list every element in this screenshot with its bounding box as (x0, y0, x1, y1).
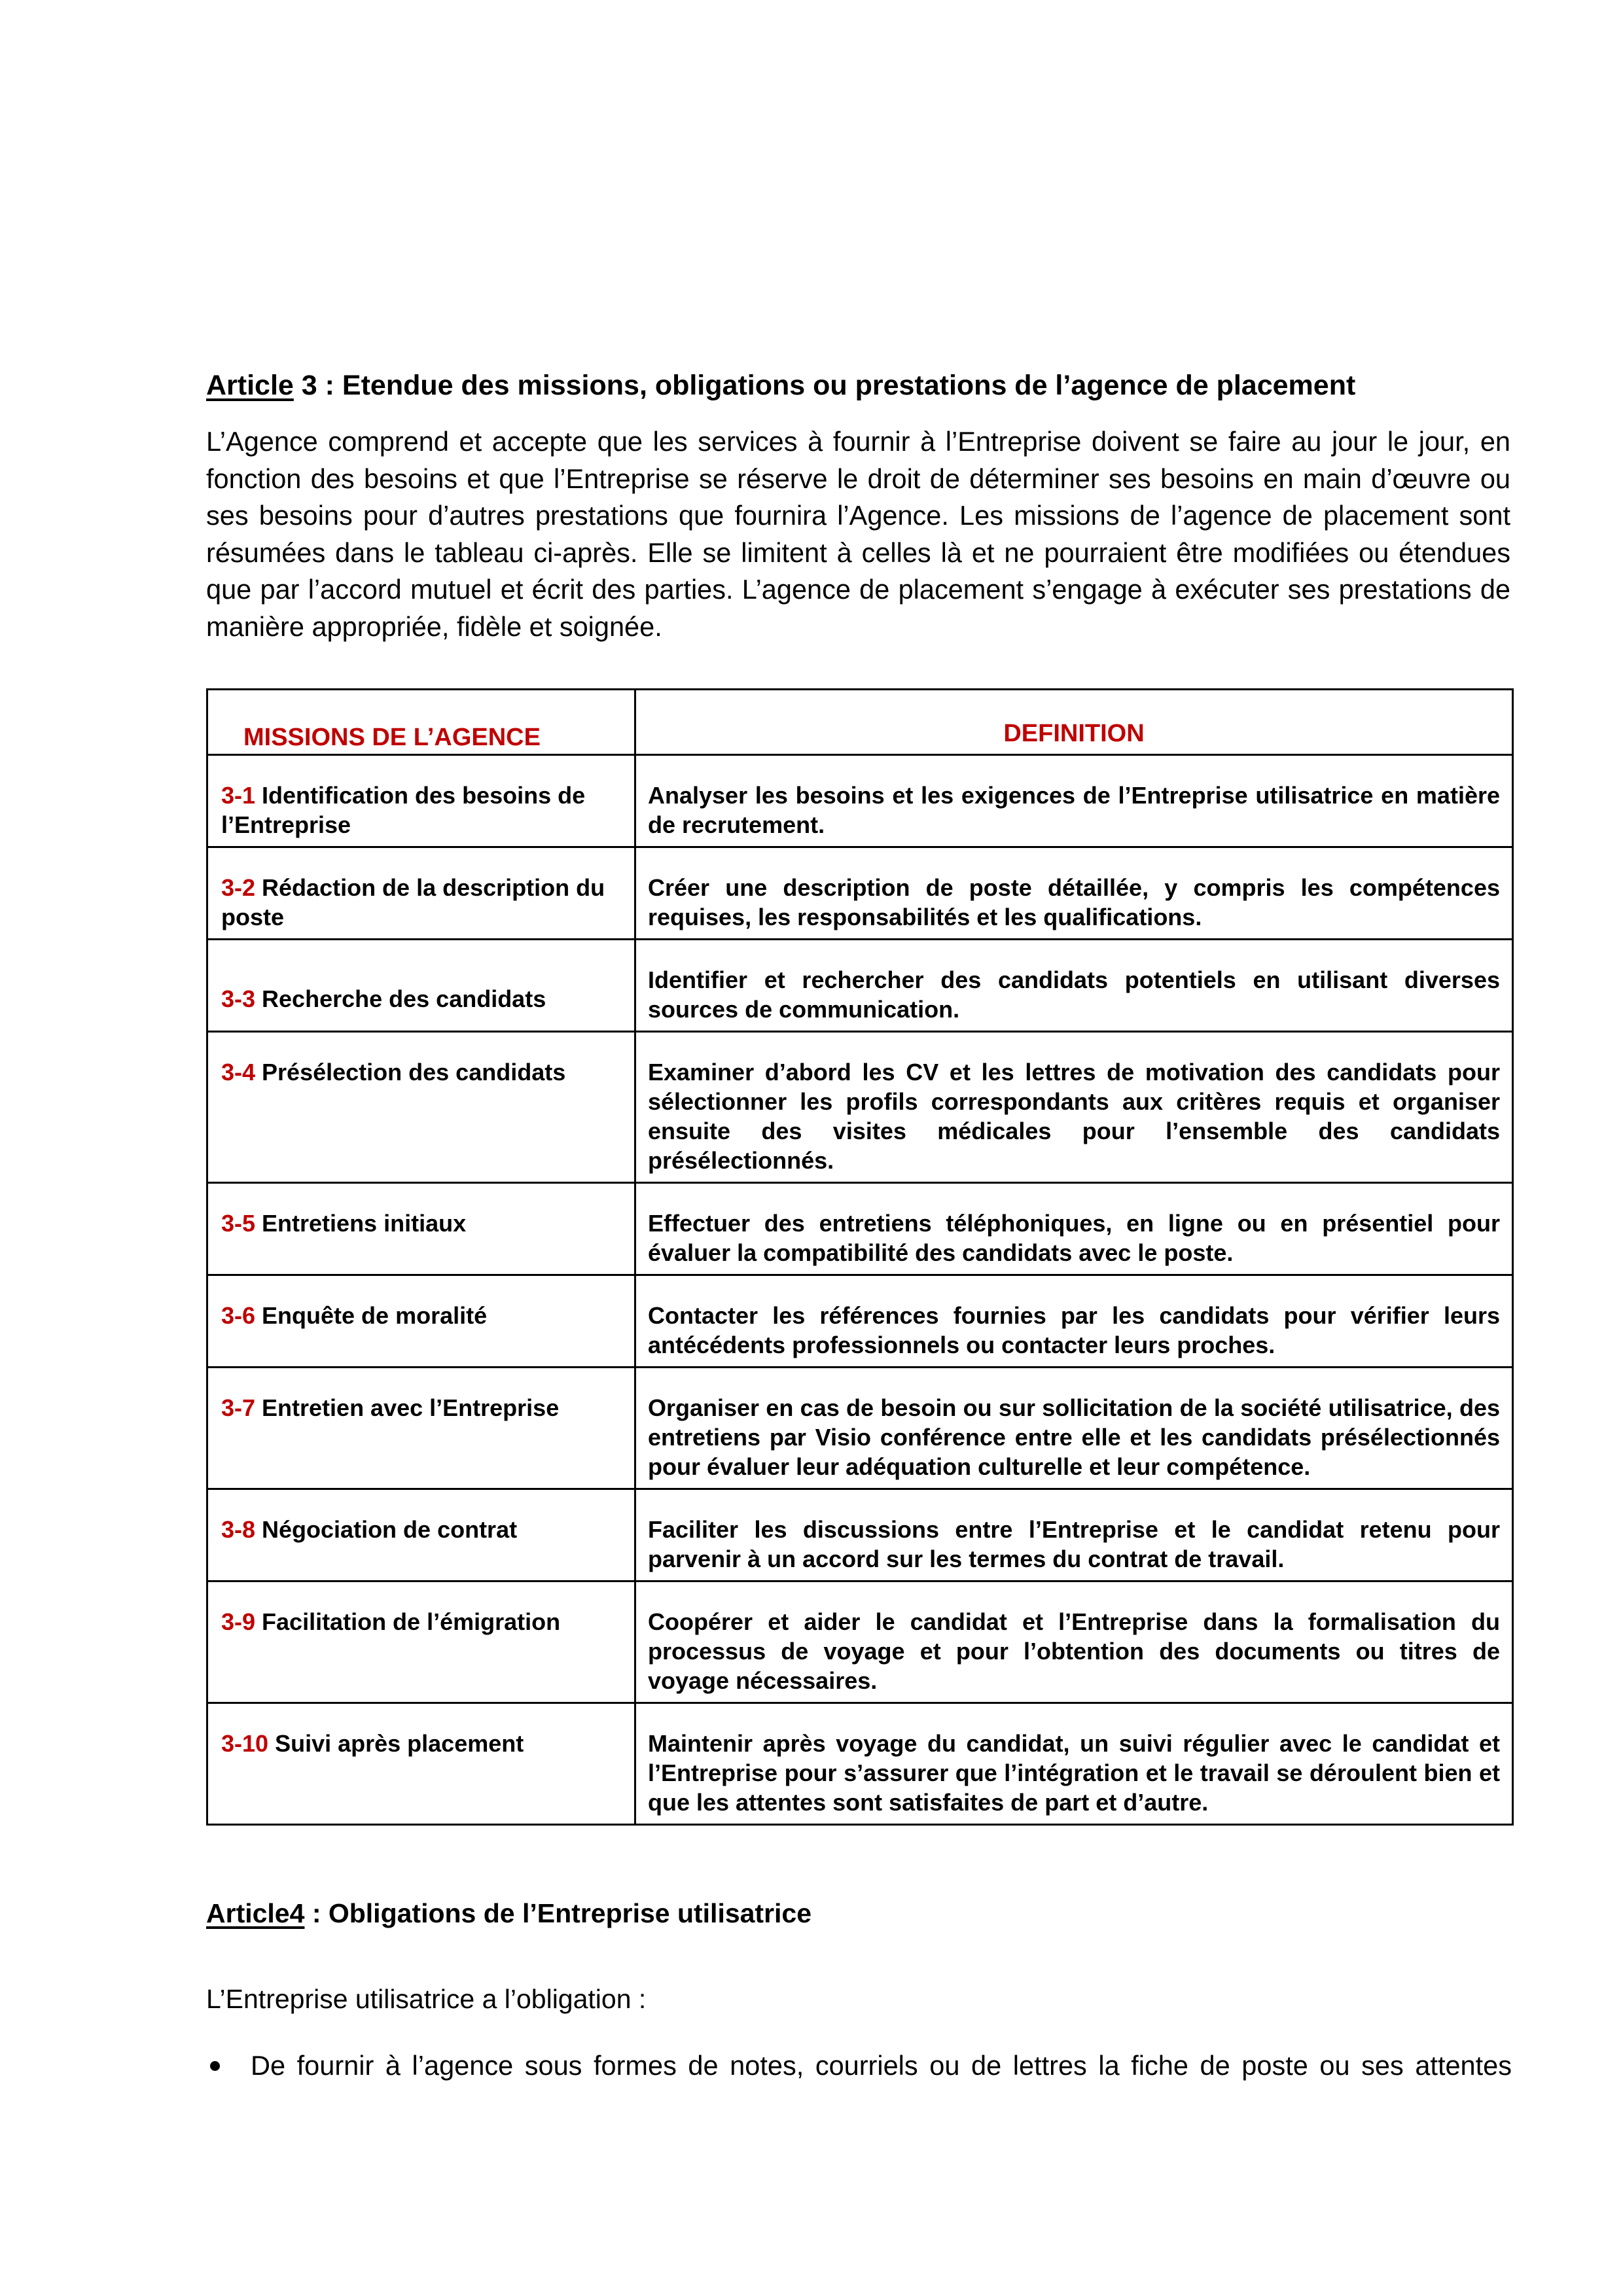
definition-cell (635, 1581, 1513, 1703)
definition-text: Organiser en cas de besoin ou sur sollicitation de la société utilisatrice, des entretiens par Visio conférence entre elle et les candidats présélectionnés pour évaluer leur adéquation culturelle et leur compétence. (648, 1394, 1500, 1480)
definition-text: Identifier et rechercher des candidats potentiels en utilisant diverses sources de communication. (648, 966, 1500, 1023)
definition-text: Analyser les besoins et les exigences de l’Entreprise utilisatrice en matière de recrutement. (648, 782, 1500, 838)
mission-cell (207, 1581, 635, 1703)
table-row (207, 1489, 1513, 1581)
mission-label: Rédaction de la description du poste (221, 874, 605, 930)
definition-cell (635, 1183, 1513, 1275)
mission-cell (207, 1368, 635, 1489)
mission-cell (207, 1489, 635, 1581)
mission-number: 3-6 (221, 1302, 256, 1329)
mission-cell (207, 1183, 635, 1275)
mission-number: 3-5 (221, 1210, 256, 1237)
mission-number: 3-4 (221, 1059, 256, 1086)
table-row (207, 1581, 1513, 1703)
mission-number: 3-2 (221, 874, 256, 901)
header-definition: DEFINITION (635, 690, 1513, 755)
definition-cell (635, 1032, 1513, 1183)
mission-cell (207, 1032, 635, 1183)
mission-label: Facilitation de l’émigration (255, 1608, 561, 1635)
mission-number: 3-3 (221, 985, 256, 1012)
definition-cell (635, 847, 1513, 940)
mission-label: Recherche des candidats (255, 985, 546, 1012)
article-3-heading (206, 368, 1355, 402)
table-row (207, 847, 1513, 940)
mission-number: 3-1 (221, 782, 256, 809)
mission-label: Présélection des candidats (255, 1059, 566, 1086)
paragraph-line: manière appropriée, fidèle et soignée. (206, 610, 662, 642)
paragraph-line: résumées dans le tableau ci-après. Elle se limitent à celles là et ne pourraient être modifiées ou étendues (206, 537, 1510, 568)
mission-number: 3-7 (221, 1394, 256, 1421)
table-row (207, 1183, 1513, 1275)
mission-number: 3-10 (221, 1730, 269, 1757)
definition-cell (635, 1703, 1513, 1825)
obligation-text: De fournir à l’agence sous formes de notes, courriels ou de lettres la fiche de poste ou ses attentes (251, 2050, 1512, 2081)
article-4-keyword: Article4 (206, 1898, 305, 1928)
table-row (207, 755, 1513, 847)
bullet-icon (210, 2061, 220, 2071)
article-3-title: 3 : Etendue des missions, obligations ou prestations de l’agence de placement (293, 370, 1356, 401)
paragraph-line: fonction des besoins et que l’Entreprise se réserve le droit de déterminer ses besoins en main d’œuvre ou (206, 463, 1510, 494)
paragraph-line: que par l’accord mutuel et écrit des parties. L’agence de placement s’engage à exécuter ses prestations de (206, 574, 1510, 605)
mission-cell (207, 940, 635, 1032)
paragraph-line: L’Agence comprend et accepte que les services à fournir à l’Entreprise doivent se faire au jour le jour, en (206, 426, 1510, 457)
mission-label: Entretien avec l’Entreprise (255, 1394, 560, 1421)
mission-label: Identification des besoins de l’Entreprise (221, 782, 586, 838)
article-3-keyword: Article (206, 370, 294, 401)
mission-number: 3-9 (221, 1608, 256, 1635)
table-row (207, 1703, 1513, 1825)
definition-text: Coopérer et aider le candidat et l’Entreprise dans la formalisation du processus de voyage et pour l’obtention des documents ou titres de voyage nécessaires. (648, 1608, 1500, 1694)
article-4-heading (206, 1896, 812, 1930)
table-row (207, 1368, 1513, 1489)
definition-text: Faciliter les discussions entre l’Entreprise et le candidat retenu pour parvenir à un accord sur les termes du contrat de travail. (648, 1516, 1500, 1572)
mission-number: 3-8 (221, 1516, 256, 1543)
mission-label: Enquête de moralité (255, 1302, 488, 1329)
definition-cell (635, 1275, 1513, 1368)
missions-table (206, 688, 1514, 1826)
mission-label: Entretiens initiaux (255, 1210, 467, 1237)
article-4-intro: L’Entreprise utilisatrice a l’obligation : (206, 1984, 647, 2014)
definition-cell (635, 755, 1513, 847)
header-missions: MISSIONS DE L’AGENCE (207, 690, 635, 755)
table-header-row (207, 690, 1513, 755)
mission-cell (207, 755, 635, 847)
table-row (207, 1275, 1513, 1368)
definition-cell (635, 1368, 1513, 1489)
table-row (207, 1032, 1513, 1183)
mission-label: Suivi après placement (268, 1730, 524, 1757)
definition-text: Examiner d’abord les CV et les lettres de motivation des candidats pour sélectionner les profils correspondants aux critères requis et organiser ensuite des visites médicales pour l’ensemble des candidats présélectionnés. (648, 1059, 1500, 1174)
article-3-paragraph (206, 423, 1510, 645)
definition-text: Maintenir après voyage du candidat, un suivi régulier avec le candidat et l’Entreprise pour s’assurer que l’intégration et le travail se déroulent bien et que les attentes sont satisfaites de part et d’autre. (648, 1730, 1500, 1816)
mission-label: Négociation de contrat (255, 1516, 518, 1543)
definition-cell (635, 1489, 1513, 1581)
mission-cell (207, 1703, 635, 1825)
definition-text: Effectuer des entretiens téléphoniques, en ligne ou en présentiel pour évaluer la compatibilité des candidats avec le poste. (648, 1210, 1500, 1266)
table-row (207, 940, 1513, 1032)
article-4-title: : Obligations de l’Entreprise utilisatrice (304, 1898, 812, 1928)
definition-text: Créer une description de poste détaillée, y compris les compétences requises, les responsabilités et les qualifications. (648, 874, 1500, 930)
definition-text: Contacter les références fournies par les candidats pour vérifier leurs antécédents professionnels ou contacter leurs proches. (648, 1302, 1500, 1358)
definition-cell (635, 940, 1513, 1032)
mission-cell (207, 1275, 635, 1368)
paragraph-line: ses besoins pour d’autres prestations que fournira l’Agence. Les missions de l’agence de placement sont (206, 500, 1510, 531)
mission-cell (207, 847, 635, 940)
